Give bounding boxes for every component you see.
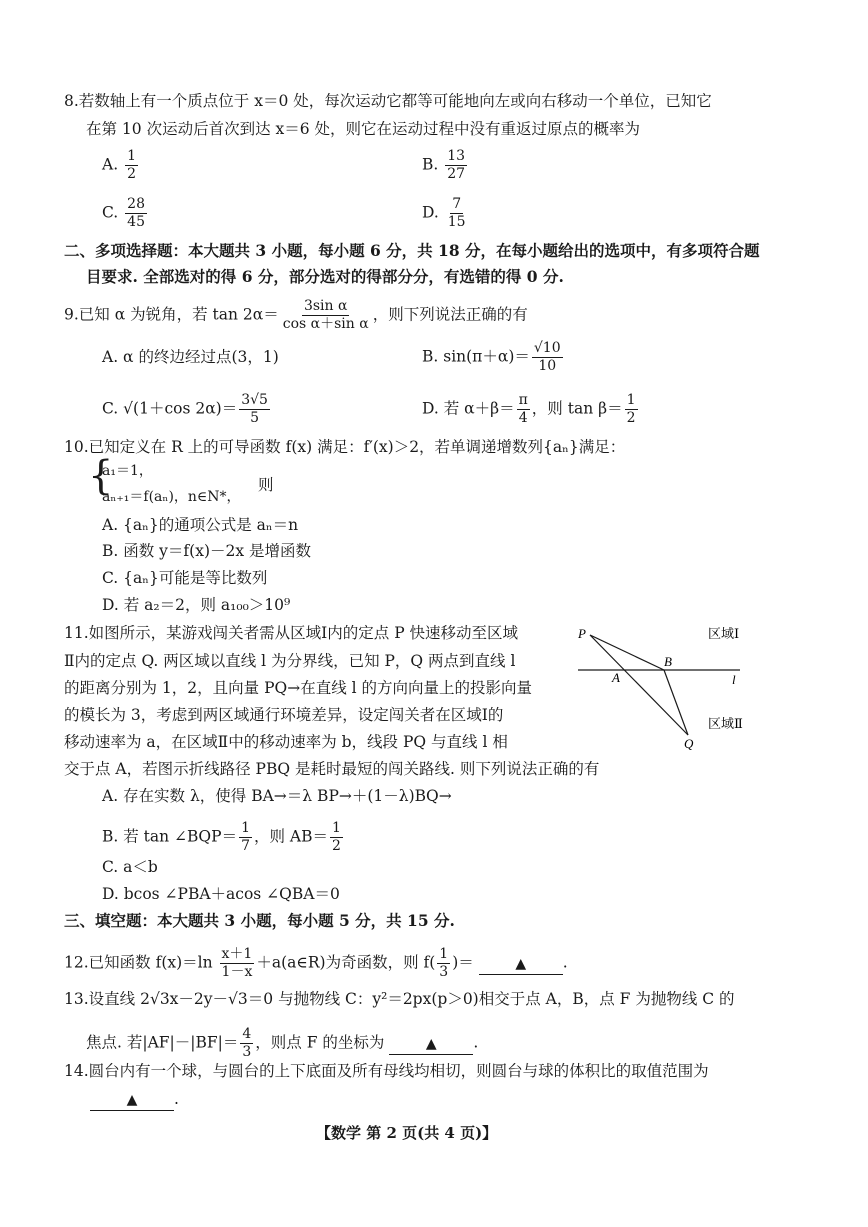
section2-heading-line2: 目要求. 全部选对的得 6 分，部分选对的得部分分，有选错的得 0 分.: [86, 267, 564, 286]
q10-option-c: C. {aₙ}可能是等比数列: [102, 569, 268, 587]
q11-stem-line2: Ⅱ内的定点 Q. 两区域以直线 l 为分界线，已知 P，Q 两点到直线 l: [64, 652, 516, 670]
q8-option-a: [102, 148, 140, 183]
fraction: $\frac{√10}{10}$: [533, 340, 561, 374]
fraction: $\frac{28}{45}$: [127, 196, 145, 230]
line-l-label: l: [732, 672, 736, 687]
q8-option-b: [422, 148, 469, 183]
option-label: C.: [102, 203, 119, 222]
fraction: $\frac{4}{3}$: [242, 1026, 252, 1060]
answer-blank[interactable]: [479, 953, 563, 975]
q10-system-line2: aₙ₊₁＝f(aₙ)，n∈N*，: [102, 489, 241, 505]
q10-system-line1: a₁＝1，: [102, 463, 153, 479]
fraction: $\frac{\text{3sin α}}{\text{cos α＋sin α}}$: [282, 298, 369, 332]
fraction: $\frac{1}{2}$: [127, 148, 136, 182]
page-footer: 【数学 第 2 页(共 4 页)】: [316, 1124, 498, 1142]
q10-option-b: B. 函数 y＝f(x)－2x 是增函数: [102, 542, 312, 560]
fraction: $\frac{\pi}{4}$: [518, 392, 528, 426]
triangle-icon: ▲: [126, 1092, 138, 1108]
fraction: $\frac{1}{7}$: [241, 820, 250, 854]
q11-stem-line1: 11.如图所示，某游戏闯关者需从区域Ⅰ内的定点 P 快速移动至区域: [64, 624, 519, 642]
fraction: $\frac{1}{2}$: [332, 820, 341, 854]
q12-stem: 12.已知函数 f(x)＝ln $\frac{x+1}{1-x}$ ＋a(a∈R)为奇函数，则 f( $\frac{1}{3}$ )＝ ▲ .: [64, 946, 568, 980]
triangle-icon: ▲: [425, 1035, 437, 1052]
q9-option-d: D. 若 α＋β＝ $\frac{\pi}{4}$ ，则 tan β＝ $\frac{1}{2}$: [422, 392, 636, 426]
section2-heading-line1: 二、多项选择题：本大题共 3 小题，每小题 6 分，共 18 分，在每小题给出的选项中，有多项符合题: [64, 241, 760, 260]
q14-answer-line: ▲ .: [90, 1088, 179, 1111]
q10-then: 则: [258, 476, 274, 494]
q11-stem-line5: 移动速率为 a，在区域Ⅱ中的移动速率为 b，线段 PQ 与直线 l 相: [64, 733, 508, 751]
q11-option-c: C. a＜b: [102, 858, 158, 876]
q8-option-d: [422, 196, 470, 231]
point-p-label: P: [578, 626, 586, 641]
option-label: A.: [102, 155, 119, 174]
fraction: $\frac{13}{27}$: [447, 148, 466, 182]
q11-stem-line4: 的模长为 3，考虑到两区域通行环境差异，设定闯关者在区域Ⅰ的: [64, 706, 504, 724]
q11-stem-line6: 交于点 A，若图示折线路径 PBQ 是耗时最短的闯关路线. 则下列说法正确的有: [64, 760, 600, 778]
segment-pb: [590, 635, 664, 670]
fraction: $\frac{x+1}{1-x}$: [221, 946, 253, 980]
q11-option-b: B. 若 tan ∠BQP＝ $\frac{1}{7}$ ，则 AB＝ $\frac{1}{2}$: [102, 820, 341, 854]
answer-blank[interactable]: [389, 1033, 473, 1055]
fraction: $\frac{7}{15}$: [447, 196, 466, 230]
fraction: $\frac{3√5}{5}$: [241, 392, 268, 426]
q10-option-a: A. {aₙ}的通项公式是 aₙ＝n: [102, 516, 299, 534]
fraction: $\frac{1}{2}$: [626, 392, 636, 426]
segment-pq: [590, 635, 688, 735]
q10-option-d: D. 若 a₂＝2，则 a₁₀₀＞10⁹: [102, 596, 291, 614]
section3-heading: 三、填空题：本大题共 3 小题，每小题 5 分，共 15 分.: [64, 911, 455, 930]
q9-stem: 9.已知 α 为锐角，若 tan 2α＝ $\frac{\text{3sin α}}{\text{cos α＋sin α}}$ ，则下列说法正确的有: [64, 298, 528, 332]
q11-option-a: A. 存在实数 λ，使得 BA→＝λ BP→＋(1－λ)BQ→: [102, 787, 452, 805]
q11-option-d: D. bcos ∠PBA＋acos ∠QBA＝0: [102, 885, 340, 903]
q8-option-c: [102, 196, 149, 231]
answer-blank[interactable]: [90, 1089, 174, 1111]
q9-option-a: A. α 的终边经过点(3，1): [102, 348, 279, 366]
q13-stem-line1: 13.设直线 2√3x－2y－√3＝0 与抛物线 C：y²＝2px(p＞0)相交于点 A，B，点 F 为抛物线 C 的: [64, 990, 735, 1008]
q11-stem-line3: 的距离分别为 1，2，且向量 PQ→在直线 l 的方向向量上的投影向量: [64, 679, 533, 697]
region1-label: 区域Ⅰ: [708, 626, 740, 641]
point-a-label: A: [612, 670, 620, 685]
region2-label: 区域Ⅱ: [708, 716, 743, 731]
q8-stem-line1: 8.若数轴上有一个质点位于 x＝0 处，每次运动它都等可能地向左或向右移动一个单位，已知它: [64, 92, 712, 110]
q8-stem-line2: 在第 10 次运动后首次到达 x＝6 处，则它在运动过程中没有重返过原点的概率为: [86, 120, 641, 138]
option-label: B.: [422, 155, 439, 174]
q11-figure: [570, 620, 760, 760]
point-b-label: B: [664, 654, 672, 669]
left-brace-icon: {: [88, 453, 114, 499]
segment-bq: [664, 670, 688, 735]
triangle-icon: ▲: [515, 955, 527, 972]
fraction: $\frac{1}{3}$: [439, 946, 449, 980]
point-q-label: Q: [684, 736, 694, 751]
option-label: D.: [422, 203, 439, 222]
q9-option-b: B. sin(π＋α)＝ $\frac{√10}{10}$: [422, 340, 561, 374]
q10-stem: 10.已知定义在 R 上的可导函数 f(x) 满足：f′(x)＞2，若单调递增数列{aₙ}满足：: [64, 438, 626, 456]
q9-option-c: C. √(1＋cos 2α)＝ $\frac{3√5}{5}$: [102, 392, 268, 426]
q13-stem-line2: 焦点. 若|AF|－|BF|＝ $\frac{4}{3}$ ，则点 F 的坐标为 ▲ .: [86, 1026, 479, 1060]
q14-stem-line1: 14.圆台内有一个球，与圆台的上下底面及所有母线均相切，则圆台与球的体积比的取值范围为: [64, 1062, 709, 1080]
